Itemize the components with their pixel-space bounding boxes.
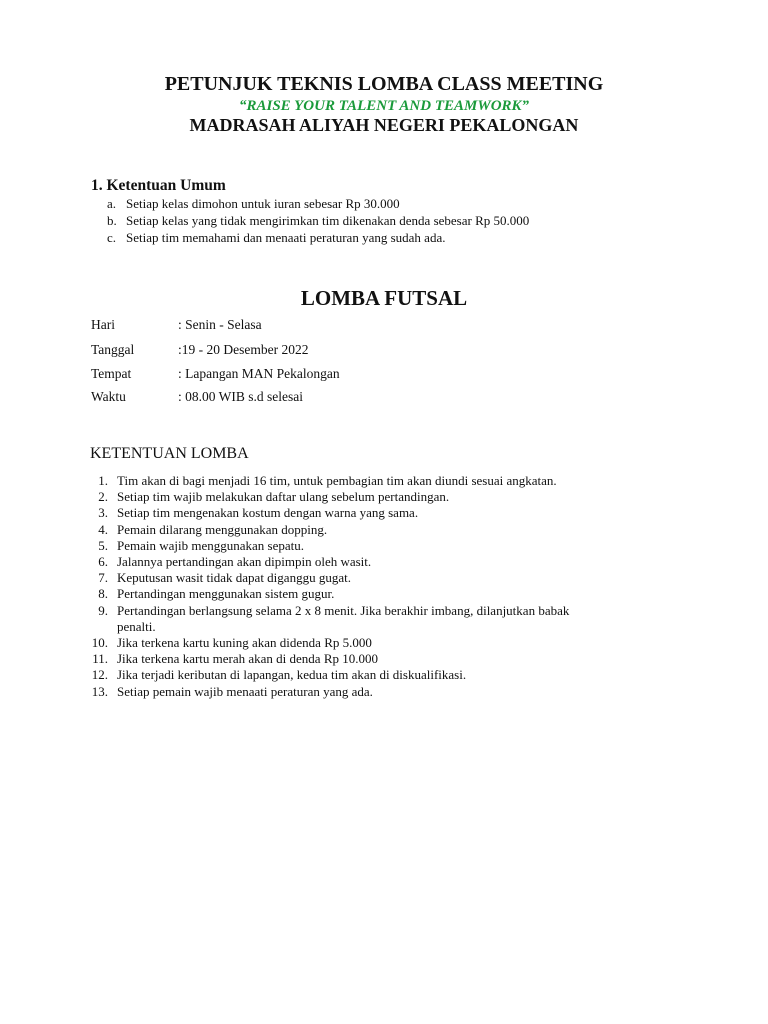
rule-text: Pertandingan menggunakan sistem gugur.: [117, 586, 335, 601]
rule-number: 8.: [98, 586, 108, 601]
info-value-tempat: : Lapangan MAN Pekalongan: [178, 366, 340, 381]
rule-text: Pertandingan berlangsung selama 2 x 8 menit. Jika berakhir imbang, dilanjutkan babak: [117, 603, 570, 618]
info-value-tanggal: :19 - 20 Desember 2022: [178, 342, 309, 357]
document-title: PETUNJUK TEKNIS LOMBA CLASS MEETING: [164, 73, 604, 95]
rule-text: Setiap pemain wajib menaati peraturan yang ada.: [117, 684, 373, 699]
document-tagline: “RAISE YOUR TALENT AND TEAMWORK”: [238, 98, 530, 114]
list-marker: a.: [107, 196, 117, 211]
section-heading-lomba-futsal: LOMBA FUTSAL: [300, 286, 468, 310]
rule-number: 4.: [98, 522, 108, 537]
rule-number: 11.: [92, 651, 108, 666]
rule-number: 5.: [98, 538, 108, 553]
rule-number: 7.: [98, 570, 108, 585]
info-label-tempat: Tempat: [91, 366, 132, 381]
rule-text: Jika terkena kartu kuning akan didenda Rp 5.000: [117, 635, 372, 650]
rule-text: Pemain wajib menggunakan sepatu.: [117, 538, 305, 553]
list-marker: b.: [107, 213, 117, 228]
rule-text: Jalannya pertandingan akan dipimpin oleh wasit.: [117, 554, 372, 569]
rule-number: 9.: [98, 603, 108, 618]
rule-text: penalti.: [117, 619, 156, 634]
info-value-hari: : Senin - Selasa: [178, 317, 262, 332]
rule-text: Setiap tim wajib melakukan daftar ulang sebelum pertandingan.: [117, 489, 450, 504]
rule-number: 6.: [98, 554, 108, 569]
list-marker: c.: [107, 230, 117, 245]
section-heading-ketentuan-umum: 1. Ketentuan Umum: [91, 177, 226, 194]
info-label-waktu: Waktu: [91, 389, 126, 404]
list-item: Setiap kelas yang tidak mengirimkan tim dikenakan denda sebesar Rp 50.000: [126, 213, 530, 228]
rule-number: 1.: [98, 473, 108, 488]
institution-name: MADRASAH ALIYAH NEGERI PEKALONGAN: [189, 115, 579, 135]
rule-text: Setiap tim mengenakan kostum dengan warna yang sama.: [117, 505, 419, 520]
info-value-waktu: : 08.00 WIB s.d selesai: [178, 389, 303, 404]
rule-text: Pemain dilarang menggunakan dopping.: [117, 522, 328, 537]
list-item: Setiap kelas dimohon untuk iuran sebesar Rp 30.000: [126, 196, 400, 211]
rule-text: Tim akan di bagi menjadi 16 tim, untuk pembagian tim akan diundi sesuai angkatan.: [117, 473, 557, 488]
rule-text: Jika terjadi keributan di lapangan, kedua tim akan di diskualifikasi.: [117, 667, 467, 682]
rule-number: 3.: [98, 505, 108, 520]
rule-text: Keputusan wasit tidak dapat diganggu gugat.: [117, 570, 351, 585]
rule-number: 13.: [91, 684, 108, 699]
info-label-tanggal: Tanggal: [91, 342, 135, 357]
info-label-hari: Hari: [91, 317, 115, 332]
section-heading-ketentuan-lomba: KETENTUAN LOMBA: [90, 445, 249, 462]
rule-number: 2.: [98, 489, 108, 504]
rule-text: Jika terkena kartu merah akan di denda Rp 10.000: [117, 651, 378, 666]
rule-number: 10.: [91, 635, 108, 650]
rule-number: 12.: [91, 667, 108, 682]
list-item: Setiap tim memahami dan menaati peraturan yang sudah ada.: [126, 230, 446, 245]
